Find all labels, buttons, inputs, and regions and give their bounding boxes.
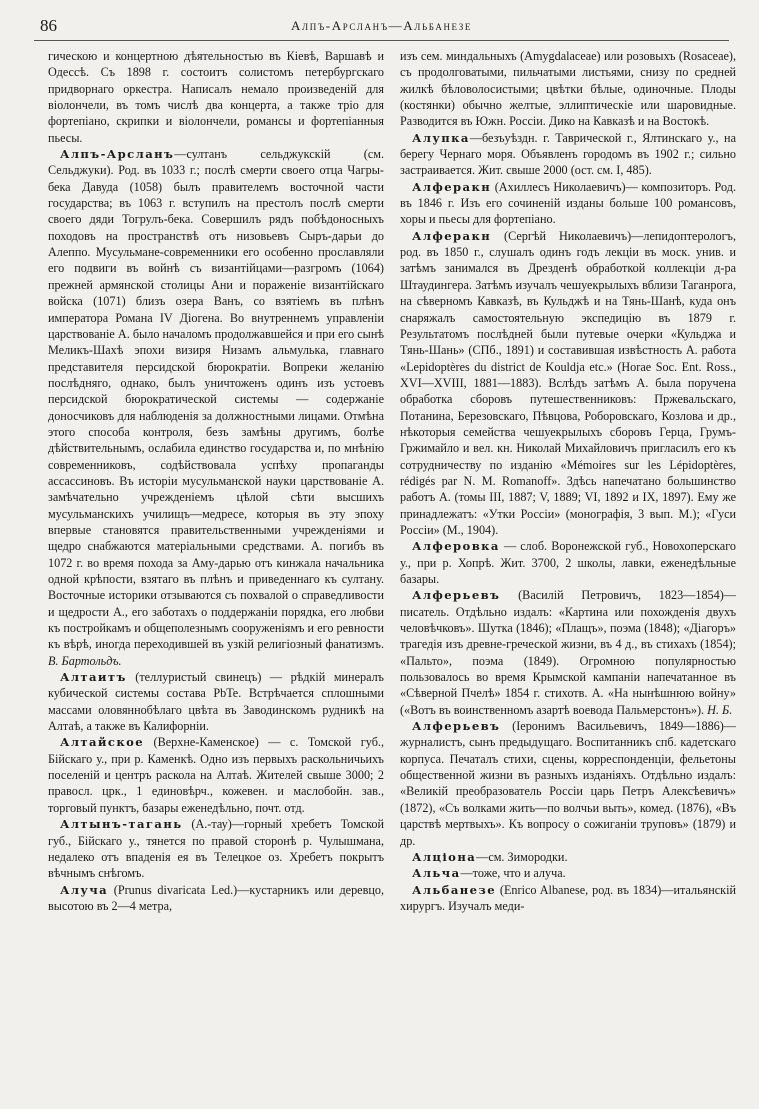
entry-headword: Алферакн: [412, 228, 492, 243]
entry-headword: Алціона: [412, 849, 477, 864]
right-column: [400, 48, 736, 1102]
entry-headword: Алферьевъ: [412, 719, 501, 734]
entry-text: —тоже, что и алуча.: [460, 866, 566, 881]
entry-text: (Василій Петровичъ, 1823—1854)—писатель. Отдѣльно издалъ: «Картина или похожденія двухъ человѣчковъ». Шутка (1846); «Плащъ», поэма (1848); «Діагоръ» трагедія изъ древне-греческой жизни, въ 4 д., въ стихахъ (1854); «Пальто», поэма (1849). Огромною популярностью пользовалось во время Крымской кампаніи напечатанное въ «Сѣверной Пчелѣ» 1854 г. стихотв. А. «На нынѣшнюю войну» («Вотъ въ воинственномъ азартѣ воевода Пальмерстонъ»).: [400, 588, 736, 717]
entry-headword: Алферьевъ: [412, 588, 501, 603]
dictionary-entry: [400, 865, 736, 881]
entry-text: (Верхне-Каменское) — с. Томской губ., Бійскаго у., при р. Каменкѣ. Одно изъ первыхъ раскольничьихъ поселеній и центръ раскола на Алтаѣ. Жителей свыше 3000; 2 правосл. црк., 1 единовѣрч., кожевен. и маслобойн. зав., торговый пунктъ, базары еженедѣльно, почт. отд.: [48, 735, 384, 815]
entry-text: (А.-тау)—горный хребетъ Томской губ., Бійскаго у., тянется по правой сторонѣ р. Чулышмана, недалеко отъ впаденія ея въ Телецкое оз. Хребетъ покрытъ вѣчнымъ снѣгомъ.: [48, 817, 384, 881]
dictionary-entry: [400, 587, 736, 718]
dictionary-entry: [48, 882, 384, 915]
dictionary-entry: [400, 538, 736, 587]
dictionary-entry: [400, 179, 736, 228]
entry-continuation: [48, 48, 384, 146]
left-column: [48, 48, 384, 1102]
entry-headword: Алферакн: [412, 179, 492, 194]
entry-text: (Prunus divaricata Led.)—кустарникъ или деревцо, высотою въ 2—4 метра,: [48, 882, 384, 913]
entry-headword: Алтынъ-тагань: [60, 817, 183, 832]
dictionary-entry: [48, 734, 384, 816]
entry-continuation: [400, 48, 736, 130]
entry-author: Н. Б.: [704, 702, 733, 717]
entry-headword: Алтайское: [60, 735, 145, 750]
entry-text: (теллуристый свинецъ) — рѣдкій минералъ кубической системы состава PbTe. Встрѣчается сплошными массами оловяннобѣлаго цвѣта въ Заводинскомъ рудникѣ на Алтаѣ, а также въ Калифорніи.: [48, 670, 384, 734]
entry-headword: Альбанезе: [412, 882, 496, 897]
entry-headword: Алтаитъ: [60, 670, 127, 685]
entry-text: гическою и концертною дѣятельностью въ Кіевѣ, Варшавѣ и Одессѣ. Съ 1898 г. состоитъ солистомъ петербургскаго придворнаго оркестра. Написалъ немало произведеній для віолончели, въ томъ числѣ два концерта, а также тріо для фортепіано, скрипки и віолончели, романсы и фортепіанныя пьесы.: [48, 49, 384, 145]
entry-text: (Іеронимъ Васильевичъ, 1849—1886)—журналистъ, сынъ предыдущаго. Воспитанникъ спб. кадетскаго корпуса. Печаталъ стихи, сцены, корреспонденціи, фельетоны общественной жизни въ разныхъ изданіяхъ. Отдѣльно издалъ: «Великій преобразователь Россіи царь Петръ Алексѣевичъ» (1872), «Съ волками жить—по волчьи выть», комед. (1876), «Въ царствѣ мертвыхъ». Къ вопросу о сожиганіи труповъ» (1879) и др.: [400, 719, 736, 848]
entry-text: — слоб. Воронежской губ., Новохоперскаго у., при р. Хопрѣ. Жит. 3700, 2 школы, лавки, еженедѣльные базары.: [400, 539, 736, 586]
entry-headword: Алупка: [412, 130, 470, 145]
dictionary-entry: [400, 849, 736, 865]
dictionary-entry: [48, 669, 384, 734]
entry-text: —безъуѣздн. г. Таврической г., Ялтинскаго у., на берегу Чернаго моря. Объявленъ городомъ въ 1902 г.; сильно застраивается. Жит. свыше 2000 (ост. см. I, 485).: [400, 130, 736, 178]
entry-headword: Алуча: [60, 882, 109, 897]
dictionary-entry: [400, 130, 736, 179]
dictionary-entry: [400, 882, 736, 915]
dictionary-entry: [48, 816, 384, 881]
page-number: 86: [40, 16, 57, 35]
entry-text: (Сергѣй Николаевичъ)—лепидоптерологъ, род. въ 1850 г., слушалъ одинъ годъ лекціи въ моск. унив. и затѣмъ занимался въ Дрезденѣ обработкой коллекціи д-ра Штаудингера. Затѣмъ изучалъ чешуекрылыхъ вблизи Таганрога, на сѣверномъ Кавказѣ, въ Кульджѣ и на Тянь-Шанѣ, куда онъ снаряжалъ самостоятельную экспедицію въ 1879 г. Результатомъ послѣдней были путевые очерки «Кульджа и Тянь-Шань» (СПб., 1891) и составившая извѣстность А. работа «Lepidoptères du district de Kouldja etc.» (Horae Soc. Ent. Ross., XVI—XVIII, 1881—1883). Вслѣдъ затѣмъ А. была поручена обработка сборовъ путешественниковъ: Пржевальскаго, Потанина, Березовскаго, Пѣвцова, Роборовскаго, Козлова и др., нѣкоторыя семейства чешуекрылыхъ сборовъ Герца, Грумъ-Гржимайло и вел. кн. Николай Михайловичъ пригласилъ его къ сотрудничеству по изданію «Mémoires sur les Lépidoptères, rédigés par N. M. Romanoff». Здѣсь напечатано большинство работъ А. (томы III, 1887; V, 1889; VI, 1892 и IX, 1897). Ему же принадлежатъ: «Утки Россіи» (монографія, 3 вып. М.); «Гуси Россіи» (М., 1904).: [400, 228, 736, 537]
entry-headword: Алпъ-Арсланъ: [60, 147, 175, 162]
running-title: Алпъ-Арсланъ—Альбанезе: [291, 18, 472, 33]
entry-headword: Алферовка: [412, 539, 500, 554]
page-header: [34, 14, 729, 41]
dictionary-entry: [400, 228, 736, 539]
text-columns: [48, 48, 736, 1102]
dictionary-entry: [400, 718, 736, 849]
entry-text: —султанъ сельджукскій (см. Сельджуки). Род. въ 1033 г.; послѣ смерти своего отца Чагры-бека Давуда (1058) былъ правителемъ восточной части государства; въ 1063 г. вступилъ на престолъ послѣ смерти своего дяди Тогрулъ-бека. Совершилъ рядъ побѣдоносныхъ походовъ на пространствѣ отъ низовьевъ Сыръ-дарьи до Алеппо. Мусульмане-современники его особенно прославляли его подвиги въ войнѣ съ византійцами—разгромъ (1064) прежней армянской столицы Ани и пораженіе византійскаго войска (1071) близъ озера Ванъ, со взятіемъ въ плѣнъ императора Романа IV Діогена. Во внутреннемъ управленіи царствованіе А. было началомъ продолжавшейся и при его сынѣ Меликъ-Шахѣ эпохи визиря Низамъ альмулька, главнаго представителя персидской бюрократіи. Вопреки желанію послѣдняго, однако, былъ уничтоженъ одинъ изъ устоевъ персидской бюрократической системы — содержаніе доносчиковъ для наблюденія за должностными лицами. Отмѣна этого способа контроля, безъ замѣны другимъ, болѣе дѣйствительнымъ, ослабила единство государства и, по мнѣнію современниковъ, содѣйствовала успѣху пропаганды ассассиновъ. Въ исторіи мусульманской науки царствованіе А. замѣчательно учрежденіемъ цѣлой сѣти высшихъ мусульманскихъ училищъ—медресе, которыя въ эту эпоху впервые становятся правительственными учрежденіями и щедро снабжаются матеріальными средствами. А. погибъ въ 1072 г. во время похода за Аму-дарью отъ кинжала начальника одной крѣпости, взятаго въ плѣнъ и приведеннаго къ султану. Восточные историки отзываются съ похвалой о справедливости и щедрости А., его заботахъ о поддержаніи порядка, его любви къ постройкамъ и общеполезнымъ сооруженіямъ и его ревности къ вѣрѣ, иногда переходившей въ узкій религіозный фанатизмъ.: [48, 147, 384, 652]
dictionary-entry: [48, 146, 384, 669]
entry-text: —см. Зимородки.: [476, 849, 568, 864]
entry-text: изъ сем. миндальныхъ (Amygdalaceae) или розовыхъ (Rosaceae), съ продолговатыми, пильчатыми листьями, снизу по средней жилкѣ бѣловолосистыми; цвѣтки бѣлые, одиночные. Плоды (костянки) обычно желтые, эллиптическіе или шаровидные. Разводится въ Южн. Россіи. Дико на Кавказѣ и на Востокѣ.: [400, 49, 736, 129]
entry-author: В. Бартольдъ.: [48, 653, 122, 668]
entry-text: (Enrico Albanese, род. въ 1834)—итальянскій хирургъ. Изучалъ меди-: [400, 882, 736, 913]
entry-text: (Ахиллесъ Николаевичъ)— композиторъ. Род. въ 1846 г. Изъ его сочиненій изданы больше 100 романсовъ, хоры и пьесы для фортепіано.: [400, 179, 736, 227]
entry-headword: Альча: [412, 866, 461, 881]
